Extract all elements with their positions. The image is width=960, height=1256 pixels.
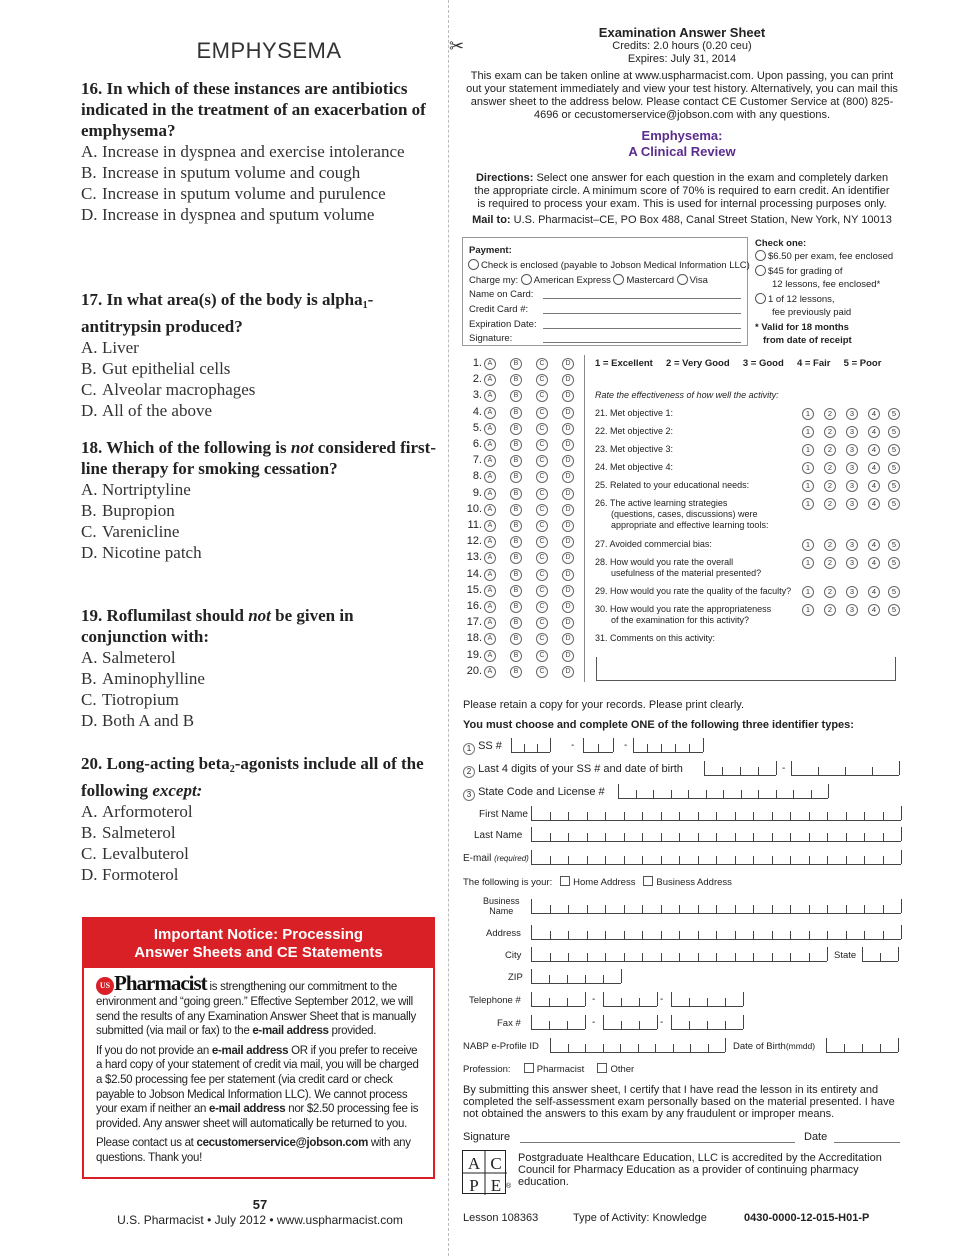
- page-number: 57: [252, 1197, 268, 1212]
- address-field[interactable]: [531, 926, 901, 940]
- answer-row: [462, 357, 582, 373]
- check-enclosed-radio[interactable]: [468, 259, 479, 270]
- answer-bubble[interactable]: B: [510, 423, 522, 435]
- intro-text: This exam can be taken online at www.uspharmacist.com. Upon passing, you can print out your statement immediately and view your test history. Alternatively, you can mail this answer sheet to the address below. Please contact CE Customer Service at (800) 825-4696 or cecustomerservice@jobson.com with any questions.: [466, 70, 898, 121]
- answer-bubble[interactable]: C: [536, 617, 548, 629]
- state-field[interactable]: [862, 948, 898, 962]
- rating-bubble[interactable]: 1: [802, 586, 814, 598]
- answer-row: [462, 519, 582, 535]
- answer-bubble[interactable]: C: [536, 423, 548, 435]
- answer-divider: [584, 355, 585, 682]
- answer-bubble[interactable]: B: [510, 407, 522, 419]
- answer-number: 2.: [472, 373, 482, 386]
- name-on-card-field[interactable]: [543, 298, 741, 299]
- answer-row: [462, 454, 582, 470]
- answer-number: 20.: [466, 664, 482, 677]
- answer-bubble[interactable]: C: [536, 601, 548, 613]
- answer-bubble[interactable]: A: [484, 601, 496, 613]
- answer-bubble[interactable]: C: [536, 439, 548, 451]
- answer-row: [462, 568, 582, 584]
- answer-bubble[interactable]: B: [510, 569, 522, 581]
- answer-bubble[interactable]: C: [536, 390, 548, 402]
- rating-bubble[interactable]: 3: [846, 539, 858, 551]
- dash-separator: -: [571, 740, 575, 751]
- comments-label: 31. Comments on this activity:: [595, 633, 716, 643]
- answer-bubble[interactable]: D: [562, 455, 574, 467]
- answer-bubble[interactable]: B: [510, 520, 522, 532]
- identifier-instruction: You must choose and complete ONE of the following three identifier types:: [463, 719, 854, 731]
- answer-bubble[interactable]: C: [536, 488, 548, 500]
- email-field[interactable]: [531, 851, 901, 865]
- answer-bubble[interactable]: C: [536, 569, 548, 581]
- rating-bubble[interactable]: 1: [802, 539, 814, 551]
- dash-separator: -: [782, 763, 786, 774]
- answer-bubble[interactable]: A: [484, 504, 496, 516]
- answer-bubble[interactable]: A: [484, 374, 496, 386]
- rating-scale: 1 = Excellent 2 = Very Good 3 = Good 4 = Fair 5 = Poor: [595, 358, 882, 369]
- rating-bubble[interactable]: 4: [868, 426, 880, 438]
- rating-bubble[interactable]: 4: [868, 539, 880, 551]
- nabp-field[interactable]: [550, 1039, 725, 1053]
- answer-bubble[interactable]: D: [562, 520, 574, 532]
- answer-row: [462, 584, 582, 600]
- check-one: Check one: $6.50 per exam, fee enclosed $45 for grading of 12 lessons, fee enclosed* 1 of 12 lessons, fee previously paid * Valid for 18 months from date of receipt: [755, 238, 894, 346]
- phone-prefix-field[interactable]: [603, 993, 657, 1007]
- course-title: Emphysema: A Clinical Review: [628, 128, 736, 159]
- answer-bubble[interactable]: C: [536, 536, 548, 548]
- answer-bubble[interactable]: D: [562, 617, 574, 629]
- answer-row: [462, 438, 582, 454]
- answer-row: [462, 389, 582, 405]
- visa-radio[interactable]: [677, 274, 688, 285]
- rating-bubble[interactable]: 4: [868, 408, 880, 420]
- answer-bubble[interactable]: D: [562, 585, 574, 597]
- answer-number: 7.: [472, 454, 482, 467]
- rating-bubble[interactable]: 1: [802, 557, 814, 569]
- rating-bubble[interactable]: 4: [868, 462, 880, 474]
- rating-bubble[interactable]: 5: [888, 586, 900, 598]
- ssn-field-1[interactable]: [511, 739, 550, 753]
- signature-label: Signature: [463, 1131, 511, 1143]
- scissors-icon: ✂: [449, 36, 465, 56]
- rating-bubble[interactable]: 5: [888, 557, 900, 569]
- answer-row: [462, 535, 582, 551]
- evaluation-item: 22. Met objective 2: 1 2 3 4 5: [595, 426, 895, 437]
- activity-code: 0430-0000-12-015-H01-P: [744, 1212, 870, 1224]
- rating-bubble[interactable]: 2: [824, 426, 836, 438]
- answer-bubble[interactable]: A: [484, 585, 496, 597]
- answer-row: [462, 649, 582, 665]
- rating-bubble[interactable]: 2: [824, 498, 836, 510]
- phone-line-field[interactable]: [671, 993, 743, 1007]
- us-pharmacist-logo: US Pharmacist: [96, 971, 207, 995]
- question-19: 19. Roflumilast should not be given in conjunction with: A. Salmeterol B. Aminophylline C. Tiotropium D. Both A and B: [81, 606, 354, 730]
- rating-bubble[interactable]: 4: [868, 498, 880, 510]
- answer-number: 5.: [472, 421, 482, 434]
- answer-bubble[interactable]: C: [536, 666, 548, 678]
- question-17: 17. In what area(s) of the body is alpha$_1$-antitrypsin produced? A. Liver B. Gut epithelial cells C. Alveolar macrophages D. All of the above: [81, 290, 374, 420]
- answer-row: [462, 470, 582, 486]
- retain-note: Please retain a copy for your records. Please print clearly.: [463, 699, 745, 711]
- business-name-field[interactable]: [531, 900, 901, 914]
- evaluation-item: 27. Avoided commercial bias: 1 2 3 4 5: [595, 539, 895, 550]
- answer-bubble[interactable]: B: [510, 536, 522, 548]
- answer-row: [462, 406, 582, 422]
- acpe-logo: [462, 1150, 506, 1194]
- answer-bubble[interactable]: A: [484, 358, 496, 370]
- birth-date-field[interactable]: [826, 1039, 898, 1053]
- answer-number: 16.: [466, 600, 482, 612]
- answer-sheet-title: Examination Answer Sheet: [598, 25, 766, 40]
- notice-heading: Important Notice: Processing Answer Sheets and CE Statements: [84, 919, 433, 968]
- rate-intro: Rate the effectiveness of how well the activity:: [595, 390, 779, 400]
- answer-bubble[interactable]: A: [484, 423, 496, 435]
- answer-sheet-header: Examination Answer Sheet Credits: 2.0 hours (0.20 ceu) Expires: July 31, 2014 This exam can be taken online at www.uspharmacist.com. Upon passing, you can print out your statement immediately and view your test history. Alternatively, you can mail this answer sheet to the address below. Please contact CE Customer Service at (800) 825-4696 or cecustomerservice@jobson.com with any questions. Emphysema: A Clinical Review Directions: Select one answer for each question in the exam and completely darken the appropriate circle. A minimum score of 70% is required to earn credit. An identifier is required to process your exam. This is used for internal processing purposes only. Mail to: U.S. Pharmacist–CE, PO Box 488, Canal Street Station, New York, NY 10013: [462, 25, 902, 227]
- answer-bubble[interactable]: D: [562, 601, 574, 613]
- answer-row: [462, 503, 582, 519]
- answer-bubble[interactable]: D: [562, 666, 574, 678]
- answer-bubble[interactable]: D: [562, 633, 574, 645]
- answer-row: [462, 551, 582, 567]
- date-label: Date: [804, 1131, 828, 1143]
- answer-number: 8.: [472, 470, 482, 483]
- svg-text:C: C: [490, 1154, 502, 1173]
- answer-bubble[interactable]: B: [510, 390, 522, 402]
- comments-field[interactable]: [596, 657, 896, 681]
- answer-row: [462, 487, 582, 503]
- answer-bubble[interactable]: A: [484, 390, 496, 402]
- phone-area-field[interactable]: [531, 993, 585, 1007]
- page-footer: U.S. Pharmacist • July 2012 • www.uspharmacist.com: [117, 1213, 403, 1227]
- answer-bubble[interactable]: D: [562, 407, 574, 419]
- last4-label: 2 Last 4 digits of your SS # and date of birth: [463, 763, 683, 778]
- mastercard-radio[interactable]: [613, 274, 624, 285]
- credit-card-field[interactable]: [543, 313, 741, 314]
- fee-paid-radio[interactable]: [755, 293, 766, 304]
- evaluation-item: 29. How would you rate the quality of the faculty? 1 2 3 4 5: [595, 586, 895, 597]
- ssn-label: 1 SS #: [463, 740, 502, 755]
- rating-bubble[interactable]: 3: [846, 444, 858, 456]
- answer-bubble[interactable]: D: [562, 423, 574, 435]
- dash-separator: -: [624, 740, 628, 751]
- answer-bubble[interactable]: C: [536, 407, 548, 419]
- answer-row: [462, 422, 582, 438]
- rating-bubble[interactable]: 1: [802, 426, 814, 438]
- answer-bubble[interactable]: C: [536, 455, 548, 467]
- answer-bubble[interactable]: A: [484, 407, 496, 419]
- date-field[interactable]: [834, 1142, 900, 1143]
- rating-bubble[interactable]: 1: [802, 462, 814, 474]
- rating-bubble[interactable]: 3: [846, 462, 858, 474]
- amex-radio[interactable]: [521, 274, 532, 285]
- rating-bubble[interactable]: 5: [888, 462, 900, 474]
- accreditation: Postgraduate Healthcare Education, LLC is accredited by the Accreditation Council for Pharmacy Education as a provider of continuing pharmacy education.: [518, 1152, 882, 1188]
- answer-bubble[interactable]: B: [510, 633, 522, 645]
- answer-bubble[interactable]: B: [510, 601, 522, 613]
- payment-box: Payment: Check is enclosed (payable to Jobson Medical Information LLC) Charge my: American Express Mastercard Visa Name on Card: Credit Card #: Expiration Date: Signature:: [462, 237, 748, 346]
- email-link[interactable]: cecustomerservice@jobson.com: [196, 1137, 369, 1150]
- rating-bubble[interactable]: 2: [824, 557, 836, 569]
- rating-bubble[interactable]: 5: [888, 480, 900, 492]
- answer-number: 4.: [472, 405, 482, 418]
- dash-separator: -: [660, 994, 664, 1005]
- answer-bubble[interactable]: B: [510, 374, 522, 386]
- answer-number: 11.: [467, 519, 482, 531]
- rating-bubble[interactable]: 4: [868, 480, 880, 492]
- signature-field[interactable]: [520, 1142, 795, 1143]
- answer-number: 1.: [472, 357, 482, 369]
- answer-bubble[interactable]: B: [510, 488, 522, 500]
- svg-text:A: A: [467, 1154, 481, 1173]
- answer-number: 15.: [466, 583, 482, 596]
- answer-number: 12.: [466, 535, 482, 548]
- rating-bubble[interactable]: 2: [824, 480, 836, 492]
- answer-number: 6.: [472, 438, 482, 450]
- answer-bubble[interactable]: B: [510, 585, 522, 597]
- evaluation-item: 25. Related to your educational needs: 1 2 3 4 5: [595, 480, 895, 491]
- rating-bubble[interactable]: 3: [846, 586, 858, 598]
- answer-bubble[interactable]: B: [510, 666, 522, 678]
- rating-bubble[interactable]: 2: [824, 444, 836, 456]
- answer-bubble[interactable]: B: [510, 552, 522, 564]
- answer-number: 10.: [466, 502, 482, 515]
- answer-number: 19.: [466, 648, 482, 661]
- last4-field[interactable]: [704, 762, 776, 776]
- answer-number: 9.: [472, 486, 482, 499]
- rating-bubble[interactable]: 5: [888, 408, 900, 420]
- business-address-checkbox[interactable]: [643, 876, 653, 886]
- answer-bubble[interactable]: A: [484, 536, 496, 548]
- evaluation-item: 23. Met objective 3: 1 2 3 4 5: [595, 444, 895, 455]
- rating-bubble[interactable]: 4: [868, 604, 880, 616]
- question-16: 16. In which of these instances are antibiotics indicated in the treatment of an exacerbation of emphysema? A. Increase in dyspnea and exercise intolerance B. Increase in sputum volume and cough C. Increase in sputum volume and purulence D. Increase in dyspnea and sputum volume: [81, 79, 426, 224]
- answer-bubble[interactable]: B: [510, 650, 522, 662]
- answer-bubble[interactable]: A: [484, 471, 496, 483]
- answer-bubble[interactable]: C: [536, 520, 548, 532]
- answer-bubble[interactable]: D: [562, 390, 574, 402]
- zip-field[interactable]: [531, 970, 621, 984]
- answer-bubble[interactable]: A: [484, 520, 496, 532]
- dob-field[interactable]: [791, 762, 899, 776]
- answer-bubble[interactable]: D: [562, 536, 574, 548]
- fee-650-radio[interactable]: [755, 250, 766, 261]
- answer-number: 18.: [466, 632, 482, 645]
- rating-bubble[interactable]: 4: [868, 586, 880, 598]
- license-field[interactable]: [618, 785, 828, 799]
- rating-bubble[interactable]: 3: [846, 604, 858, 616]
- rating-bubble[interactable]: 3: [846, 480, 858, 492]
- answer-bubble[interactable]: D: [562, 569, 574, 581]
- license-label: 3 State Code and License #: [463, 786, 605, 801]
- dash-separator: -: [592, 1017, 596, 1028]
- answer-bubble[interactable]: A: [484, 617, 496, 629]
- answer-bubble[interactable]: A: [484, 633, 496, 645]
- answer-number: 17.: [466, 616, 482, 629]
- answer-bubble[interactable]: A: [484, 650, 496, 662]
- rating-bubble[interactable]: 3: [846, 557, 858, 569]
- notice-body: US Pharmacist is strengthening our commitment to the environment and “going green.” Effective September 2012, we will send the results of any Examination Answer Sheet that is manually submitted (via mail or fax) to the e-mail address provided. If you do not provide an e-mail address OR if you prefer to receive a hard copy of your statement of credit via mail, you will be charged a $2.50 processing fee per statement (via credit card or check payable to Jobson Medical Information LLC). We cannot process your exam if neither an e-mail address nor $2.50 processing fee is provided. Any answer sheet will automatically be returned to you. Please contact us at cecustomerservice@jobson.com with any questions. Thank you!: [96, 971, 419, 1164]
- fax-area-field[interactable]: [531, 1016, 585, 1030]
- rating-bubble[interactable]: 1: [802, 498, 814, 510]
- answer-row: [462, 616, 582, 632]
- answer-row: [462, 632, 582, 648]
- answer-bubble[interactable]: B: [510, 455, 522, 467]
- rating-bubble[interactable]: 3: [846, 408, 858, 420]
- rating-bubble[interactable]: 1: [802, 604, 814, 616]
- lesson-number: Lesson 108363: [463, 1212, 539, 1224]
- answer-bubble[interactable]: C: [536, 633, 548, 645]
- answer-number: 13.: [466, 551, 482, 564]
- last-name-field[interactable]: [531, 828, 901, 842]
- mail-to: Mail to: U.S. Pharmacist–CE, PO Box 488, Canal Street Station, New York, NY 10013: [472, 214, 892, 226]
- rating-bubble[interactable]: 1: [802, 480, 814, 492]
- answer-bubble[interactable]: D: [562, 552, 574, 564]
- evaluation-item: 21. Met objective 1: 1 2 3 4 5: [595, 408, 895, 419]
- answer-bubble[interactable]: A: [484, 439, 496, 451]
- question-20: 20. Long-acting beta$_2$-agonists include all of the following except: A. Arformoterol B. Salmeterol C. Levalbuterol D. Formoterol: [81, 754, 424, 884]
- answer-number: 3.: [472, 389, 482, 402]
- ssn-field-3[interactable]: [633, 739, 703, 753]
- activity-type: Type of Activity: Knowledge: [573, 1212, 707, 1224]
- answer-bubble[interactable]: B: [510, 358, 522, 370]
- fax-prefix-field[interactable]: [603, 1016, 657, 1030]
- answer-bubble[interactable]: C: [536, 374, 548, 386]
- rating-bubble[interactable]: 5: [888, 444, 900, 456]
- answer-bubble[interactable]: C: [536, 552, 548, 564]
- certification: By submitting this answer sheet, I certify that I have read the lesson in its entirety and completed the self-assessment exam personally based on the material presented. I have not obtained the answers to this exam by any fraudulent or improper means.: [463, 1084, 895, 1120]
- rating-bubble[interactable]: 2: [824, 462, 836, 474]
- rating-bubble[interactable]: 2: [824, 539, 836, 551]
- answer-bubble[interactable]: C: [536, 585, 548, 597]
- rating-bubble[interactable]: 5: [888, 539, 900, 551]
- answer-bubble[interactable]: B: [510, 471, 522, 483]
- answer-bubble[interactable]: D: [562, 358, 574, 370]
- payment-signature-field[interactable]: [543, 342, 741, 343]
- answer-bubble[interactable]: B: [510, 504, 522, 516]
- rating-bubble[interactable]: 5: [888, 604, 900, 616]
- answer-bubble[interactable]: A: [484, 455, 496, 467]
- fee-45-radio[interactable]: [755, 265, 766, 276]
- evaluation-item: 28. How would you rate the overall usefulness of the material presented? 1 2 3 4 5: [595, 557, 895, 579]
- directions: Directions: Select one answer for each question in the exam and completely darken the appropriate circle. A minimum score of 70% is required to earn credit. An identifier is required to process your exam. This is used for internal processing purposes only.: [474, 172, 890, 210]
- ssn-field-2[interactable]: [583, 739, 613, 753]
- answer-bubble[interactable]: C: [536, 471, 548, 483]
- svg-text:P: P: [469, 1176, 479, 1195]
- answer-bubble[interactable]: A: [484, 488, 496, 500]
- page-title: EMPHYSEMA: [196, 38, 342, 63]
- rating-bubble[interactable]: 5: [888, 498, 900, 510]
- important-notice-box: [82, 917, 435, 1179]
- rating-bubble[interactable]: 2: [824, 408, 836, 420]
- home-address-checkbox[interactable]: [560, 876, 570, 886]
- evaluation-item: 26. The active learning strategies (questions, cases, discussions) were appropriate and effective learning tools: 1 2 3 4 5: [595, 498, 895, 531]
- svg-text:E: E: [490, 1176, 502, 1195]
- rating-bubble[interactable]: 1: [802, 408, 814, 420]
- rating-bubble[interactable]: 3: [846, 426, 858, 438]
- evaluation-item: 30. How would you rate the appropriateness of the examination for this activity? 1 2 3 4 5: [595, 604, 895, 626]
- answer-bubble[interactable]: C: [536, 650, 548, 662]
- rating-bubble[interactable]: 5: [888, 426, 900, 438]
- answer-bubble[interactable]: B: [510, 439, 522, 451]
- pharmacist-checkbox[interactable]: [524, 1063, 534, 1073]
- rating-bubble[interactable]: 2: [824, 604, 836, 616]
- rating-bubble[interactable]: 4: [868, 444, 880, 456]
- rating-bubble[interactable]: 1: [802, 444, 814, 456]
- answer-bubble[interactable]: D: [562, 504, 574, 516]
- answer-bubble[interactable]: A: [484, 666, 496, 678]
- answer-bubble[interactable]: D: [562, 488, 574, 500]
- answer-bubble[interactable]: B: [510, 617, 522, 629]
- answer-bubble[interactable]: C: [536, 504, 548, 516]
- question-18: 18. Which of the following is not considered first-line therapy for smoking cessation? A. Nortriptyline B. Bupropion C. Varenicline D. Nicotine patch: [81, 438, 436, 562]
- answer-bubble[interactable]: C: [536, 358, 548, 370]
- fax-line-field[interactable]: [671, 1016, 743, 1030]
- answer-bubble[interactable]: D: [562, 439, 574, 451]
- other-checkbox[interactable]: [597, 1063, 607, 1073]
- answer-bubble[interactable]: D: [562, 471, 574, 483]
- answer-row: [462, 600, 582, 616]
- page-divider: [448, 0, 449, 1256]
- answer-bubble[interactable]: D: [562, 650, 574, 662]
- answer-number: 14.: [466, 567, 482, 580]
- dash-separator: -: [660, 1017, 664, 1028]
- answer-bubble[interactable]: D: [562, 374, 574, 386]
- rating-bubble[interactable]: 3: [846, 498, 858, 510]
- dash-separator: -: [592, 994, 596, 1005]
- left-page: [0, 0, 448, 1256]
- answer-bubble[interactable]: A: [484, 552, 496, 564]
- evaluation-item: 24. Met objective 4: 1 2 3 4 5: [595, 462, 895, 473]
- rating-bubble[interactable]: 2: [824, 586, 836, 598]
- answer-row: [462, 373, 582, 389]
- rating-bubble[interactable]: 4: [868, 557, 880, 569]
- first-name-field[interactable]: [531, 807, 901, 821]
- city-field[interactable]: [531, 948, 827, 962]
- answer-row: [462, 665, 582, 681]
- answer-bubble[interactable]: A: [484, 569, 496, 581]
- expiration-field[interactable]: [543, 328, 741, 329]
